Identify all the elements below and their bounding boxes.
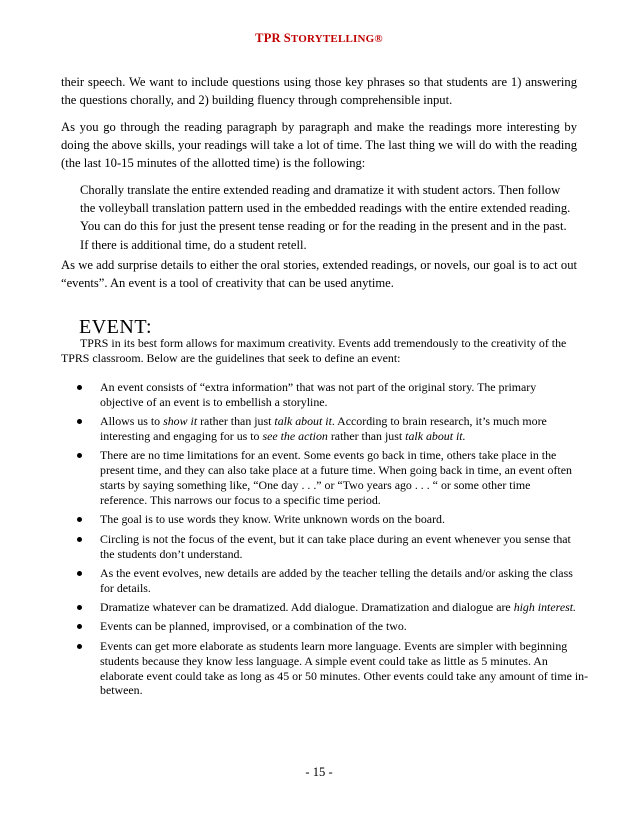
bullet-icon: [77, 644, 82, 649]
list-item: [74, 619, 579, 634]
bullet-text: Events can get more elaborate as students learn more language. Events are simpler with beginning students because they know less language. A simple event could take as little as 5 minutes. An elaborate event could take as long as 45 or 50 minutes. Other events could take any amount of time in-between.: [100, 638, 589, 698]
header-storytelling: TORYTELLING: [290, 33, 375, 45]
page-number: - 15 -: [305, 765, 333, 779]
section-heading-event: EVENT:: [79, 316, 153, 338]
paragraph-speech: their speech. We want to include questions using those key phrases so that students are 1) answering the questions chorally, and 2) building fluency through comprehensible input.: [61, 75, 577, 108]
bullet-emphasis: see the action: [262, 429, 328, 444]
bullet-icon: [77, 571, 82, 576]
header-t: T: [255, 31, 264, 45]
list-item: [74, 448, 579, 508]
header-pr: PR: [263, 31, 281, 45]
bullet-text: An event consists of “extra information” that was not part of the original story. The primary objective of an event is to embellish a storyline.: [100, 380, 537, 409]
bullet-text: Events can be planned, improvised, or a combination of the two.: [100, 619, 407, 634]
event-intro-paragraph: [61, 336, 577, 366]
bullet-text-part: rather than just: [197, 414, 275, 429]
header-registered-mark: ®: [374, 33, 383, 45]
bullet-text-part: Allows us to: [100, 414, 164, 429]
bullet-text: The goal is to use words they know. Write unknown words on the board.: [100, 512, 445, 527]
bullet-icon: [77, 624, 82, 629]
header-s: S: [283, 31, 291, 45]
bullet-text: Circling is not the focus of the event, but it can take place during an event whenever you sense that the students don’t understand.: [100, 531, 571, 561]
bullet-emphasis: high interest.: [513, 600, 576, 615]
bullet-icon: [77, 537, 82, 542]
bullet-text: As the event evolves, new details are added by the teacher telling the details and/or asking the class for details.: [100, 565, 573, 595]
bullet-icon: [77, 385, 82, 390]
bullet-icon: [77, 453, 82, 458]
list-item: [74, 600, 579, 615]
bullet-icon: [77, 605, 82, 610]
bullet-text-part: rather than just: [327, 429, 406, 444]
bullet-icon: [77, 517, 82, 522]
running-header: [0, 31, 638, 46]
bullet-text-part: . According to brain research, it’s much more interesting and engaging for us to: [100, 414, 547, 444]
bullet-emphasis: talk about it: [274, 414, 332, 429]
paragraph-events: As we add surprise details to either the oral stories, extended readings, or novels, our goal is to act out “events”. An event is a tool of creativity that can be used anytime.: [61, 258, 577, 291]
indented-instruction-block: Chorally translate the entire extended reading and dramatize it with student actors. Then follow the volleyball translation pattern used in the embedded readings with the entire extended reading. You can do this for just the present tense reading or for the reading in the present and in the past. If there is additional time, do a student retell.: [80, 183, 571, 252]
list-item: [74, 380, 579, 410]
bullet-text-part: Dramatize whatever can be dramatized. Add dialogue. Dramatization and dialogue are: [100, 600, 514, 615]
event-guidelines-list: [74, 380, 589, 703]
list-item: [74, 639, 590, 699]
bullet-emphasis: show it: [163, 414, 198, 429]
bullet-emphasis: talk about it.: [405, 429, 466, 444]
list-item: [74, 414, 579, 444]
list-item: [74, 512, 579, 527]
bullet-text: There are no time limitations for an event. Some events go back in time, others take place in the present time, and they can also take place at a future time. When going back in time, an event often starts by saying something like, “One day . . .” or “Two years ago . . . “ or some other time reference. This narrows our focus to a specific time period.: [100, 448, 572, 508]
list-item: [74, 566, 579, 596]
bullet-icon: [77, 419, 82, 424]
list-item: [74, 532, 579, 562]
paragraph-reading: As you go through the reading paragraph by paragraph and make the readings more interesting by doing the above skills, your readings will take a lot of time. The last thing we will do with the reading (the last 10-15 minutes of the allotted time) is the following:: [61, 120, 577, 171]
event-intro-text: TPRS in its best form allows for maximum creativity. Events add tremendously to the creativity of the TPRS classroom. Below are the guidelines that seek to define an event:: [61, 336, 567, 366]
